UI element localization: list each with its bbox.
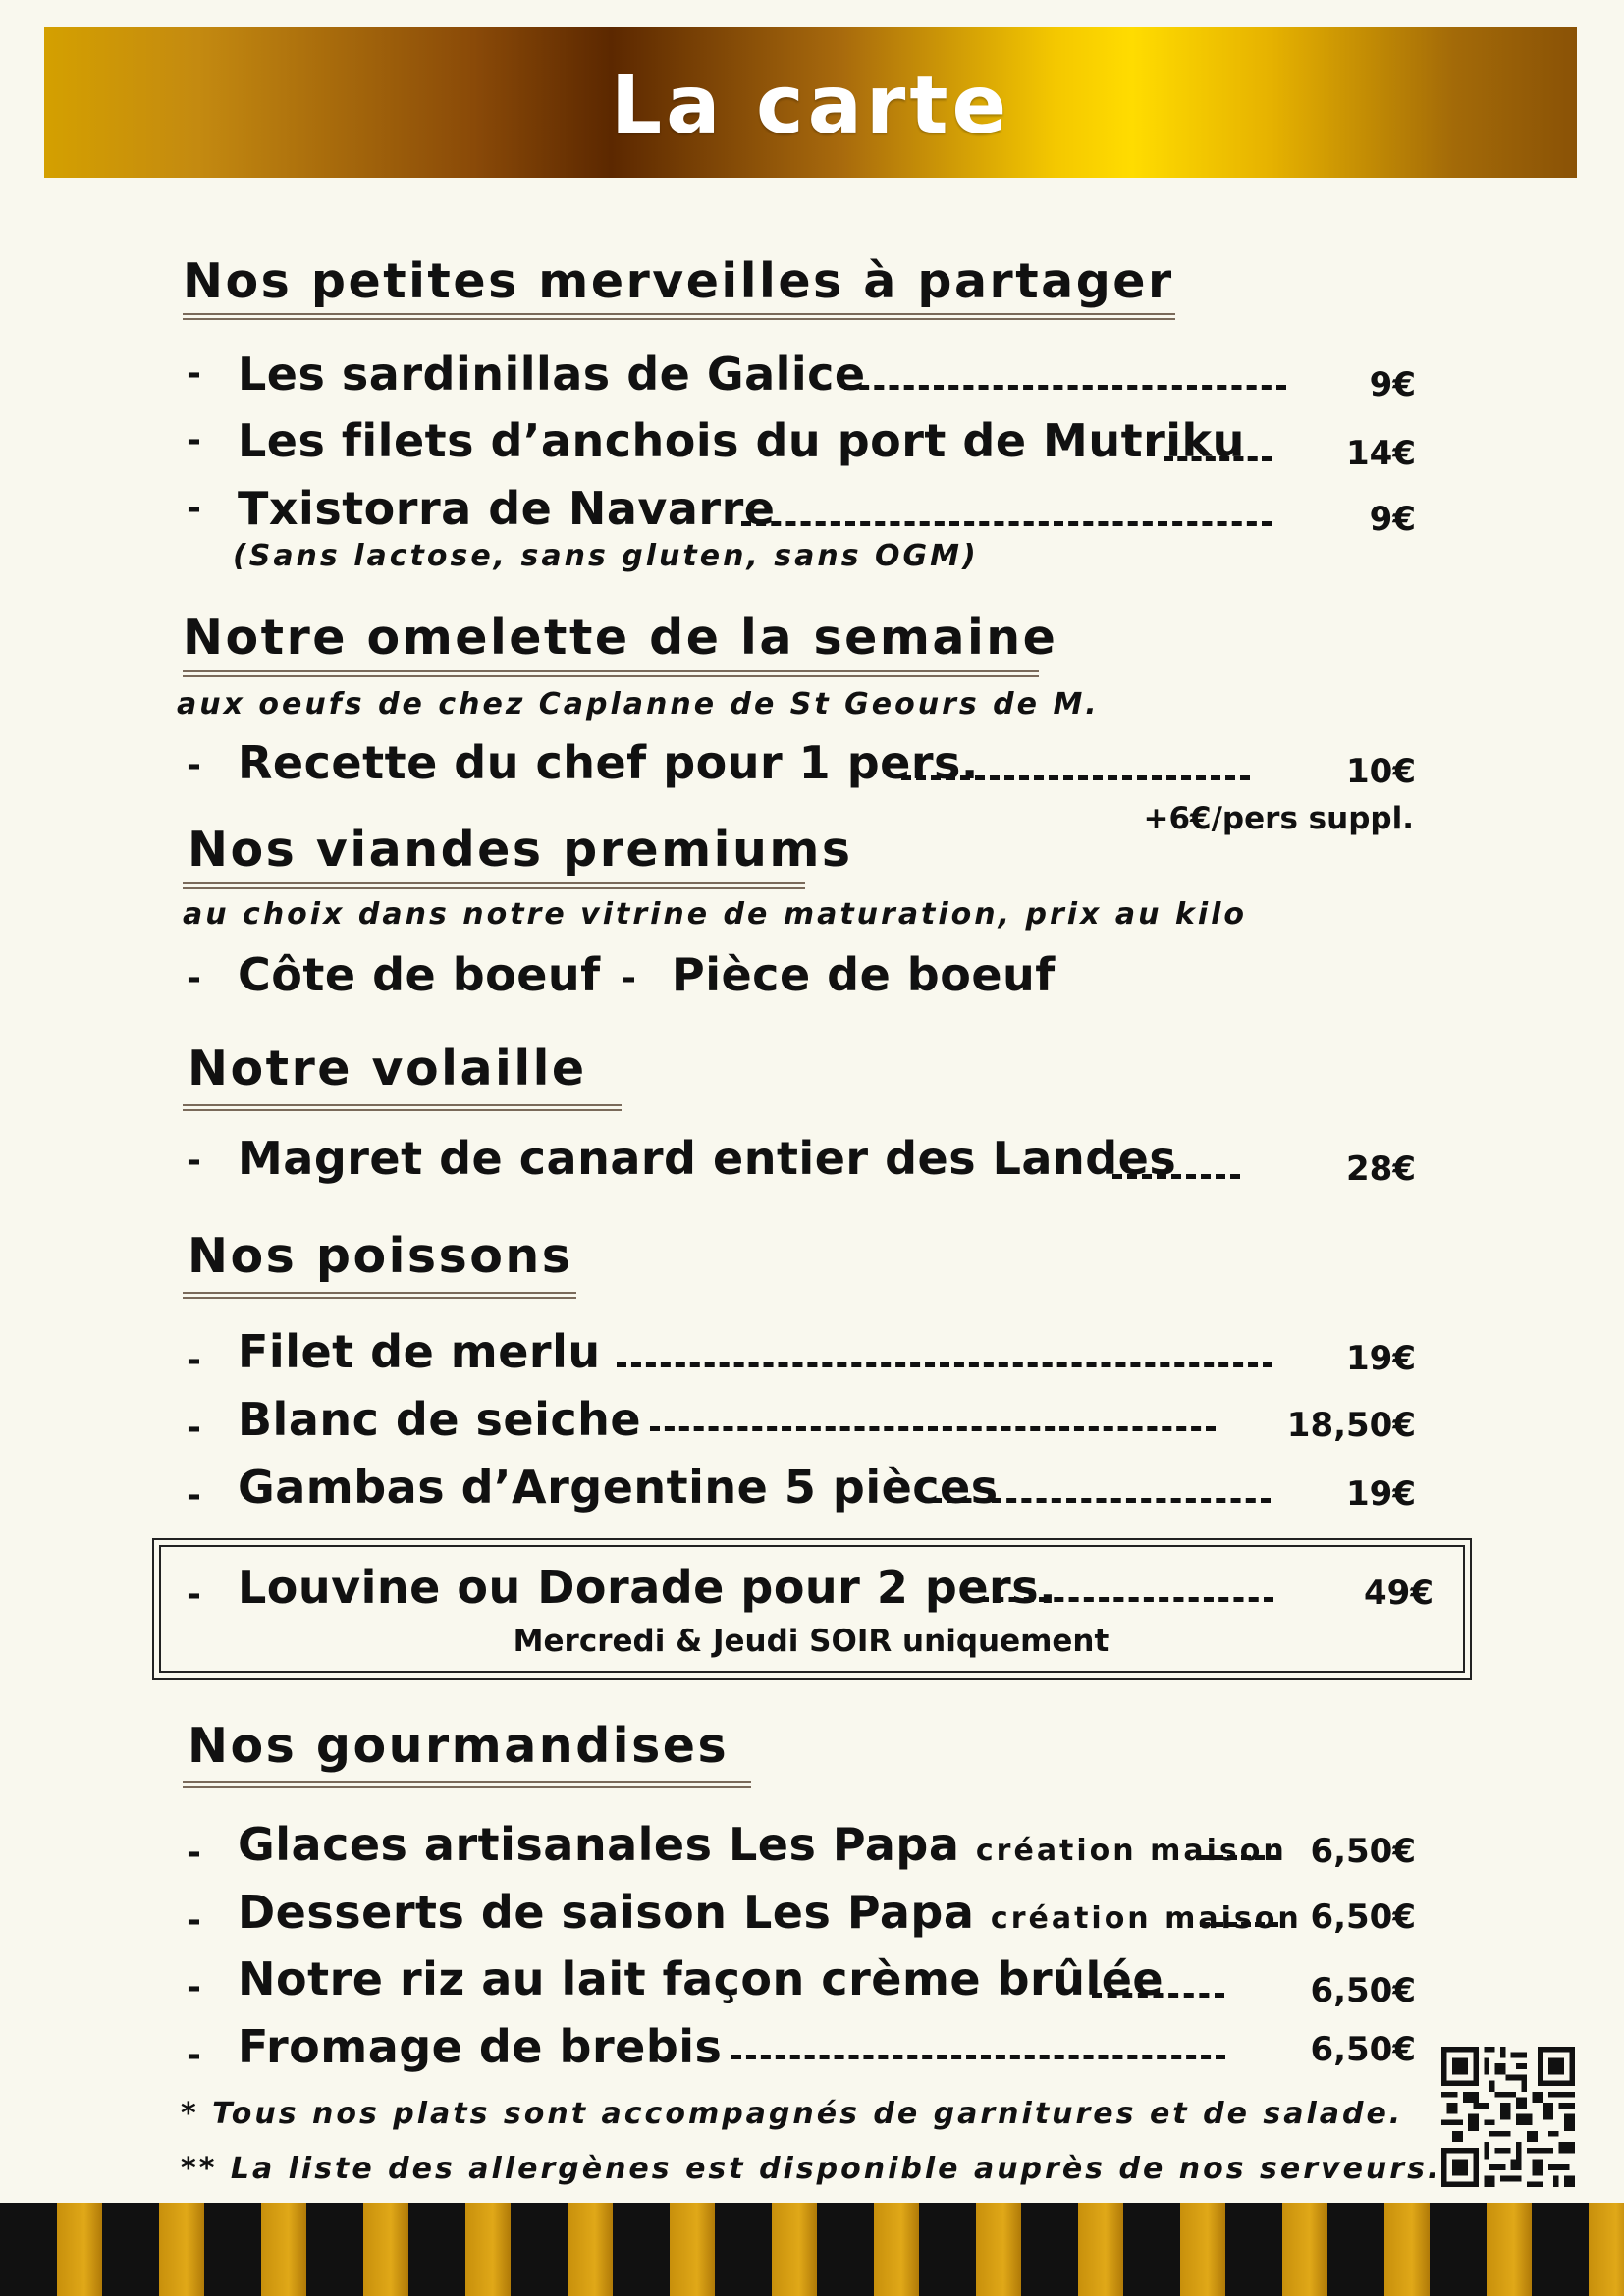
dotted-leader [844, 385, 1286, 390]
dotted-leader [741, 521, 1272, 526]
menu-item-price: 19€ [1346, 1339, 1416, 1378]
list-bullet: - [187, 958, 201, 998]
menu-item-name: Magret de canard entier des Landes [238, 1132, 1177, 1185]
section-title-gourmandises: Nos gourmandises [188, 1718, 730, 1774]
page-title: La carte [610, 59, 1011, 152]
menu-item-name: Pièce de boeuf [672, 948, 1056, 1001]
dotted-leader [1092, 1993, 1224, 1998]
dotted-leader [1164, 456, 1272, 461]
list-bullet: - [187, 1900, 201, 1941]
section-subtitle: aux oeufs de chez Caplanne de St Geours de M. [177, 687, 1100, 721]
section-title-viandes: Nos viandes premiums [188, 822, 853, 878]
list-bullet: - [187, 1475, 201, 1516]
section-underline [183, 313, 1175, 320]
section-title-volaille: Notre volaille [188, 1041, 587, 1096]
decorative-stripe-border [0, 2203, 1624, 2296]
menu-item-name: Fromage de brebis [238, 2020, 723, 2073]
menu-item-name: Côte de boeuf [238, 948, 601, 1001]
menu-item-price: 6,50€ [1310, 1832, 1416, 1871]
list-bullet: - [187, 1833, 201, 1873]
section-underline [183, 670, 1039, 677]
menu-item-name: Gambas d’Argentine 5 pièces [238, 1461, 999, 1514]
dotted-leader [932, 1498, 1271, 1503]
menu-item-detail: création maison [975, 1834, 1287, 1868]
menu-item-name: Louvine ou Dorade pour 2 pers. [238, 1561, 1057, 1614]
section-title-omelette: Notre omelette de la semaine [183, 610, 1058, 666]
list-bullet: - [187, 745, 201, 785]
menu-item-price: 9€ [1369, 365, 1416, 404]
menu-item-price: 6,50€ [1310, 1897, 1416, 1937]
menu-item-price: 6,50€ [1310, 2030, 1416, 2069]
menu-item-note: (Sans lactose, sans gluten, sans OGM) [233, 539, 979, 573]
menu-item-note: +6€/pers suppl. [1143, 801, 1414, 836]
dotted-leader [901, 775, 1250, 780]
list-bullet: - [187, 1967, 201, 2007]
menu-item-price: 28€ [1346, 1149, 1416, 1189]
footnote: * Tous nos plats sont accompagnés de garnitures et de salade. [181, 2097, 1404, 2131]
list-bullet: - [187, 353, 201, 394]
menu-item-name [238, 1886, 1302, 1939]
menu-item-price: 49€ [1364, 1574, 1434, 1613]
menu-item-price: 6,50€ [1310, 1971, 1416, 2010]
menu-item-price: 10€ [1346, 752, 1416, 791]
list-bullet: - [187, 1575, 201, 1615]
menu-item-title: Desserts de saison Les Papa [238, 1886, 975, 1939]
menu-item-name: Blanc de seiche [238, 1393, 642, 1446]
list-bullet: - [187, 1408, 201, 1448]
menu-item-name: Notre riz au lait façon crème brûlée [238, 1952, 1164, 2005]
dotted-leader [650, 1426, 1216, 1431]
menu-item-name: Les sardinillas de Galice [238, 347, 866, 400]
menu-item-price: 19€ [1346, 1474, 1416, 1514]
dotted-leader [617, 1362, 1272, 1367]
menu-item-name: Les filets d’anchois du port de Mutriku [238, 414, 1245, 467]
section-title-poissons: Nos poissons [188, 1228, 573, 1284]
list-bullet: - [187, 1340, 201, 1380]
section-underline [183, 1781, 751, 1788]
section-underline [183, 1292, 576, 1299]
menu-item-detail: création maison [990, 1901, 1302, 1936]
list-bullet: - [187, 488, 201, 528]
menu-item-name: Filet de merlu [238, 1325, 601, 1378]
footnote: ** La liste des allergènes est disponible auprès de nos serveurs. [181, 2152, 1442, 2186]
header-banner [44, 27, 1577, 178]
section-underline [183, 1104, 622, 1111]
list-bullet: - [622, 958, 636, 998]
dotted-leader [731, 2055, 1225, 2059]
list-bullet: - [187, 2035, 201, 2075]
section-underline [183, 882, 805, 889]
special-offer-note: Mercredi & Jeudi SOIR uniquement [513, 1624, 1110, 1659]
dotted-leader [979, 1597, 1273, 1602]
list-bullet: - [187, 420, 201, 460]
section-title-partager: Nos petites merveilles à partager [183, 253, 1174, 309]
menu-item-price: 9€ [1369, 500, 1416, 539]
menu-item-price: 18,50€ [1286, 1406, 1416, 1445]
list-bullet: - [187, 1141, 201, 1181]
menu-item-name [238, 1818, 1287, 1871]
section-subtitle: au choix dans notre vitrine de maturation, prix au kilo [183, 897, 1248, 932]
menu-item-name: Txistorra de Navarre [238, 482, 776, 535]
menu-item-title: Glaces artisanales Les Papa [238, 1818, 960, 1871]
qr-code-icon [1441, 2047, 1575, 2187]
dotted-leader [1112, 1174, 1240, 1179]
menu-item-price: 14€ [1346, 434, 1416, 473]
menu-item-name: Recette du chef pour 1 pers. [238, 736, 979, 789]
